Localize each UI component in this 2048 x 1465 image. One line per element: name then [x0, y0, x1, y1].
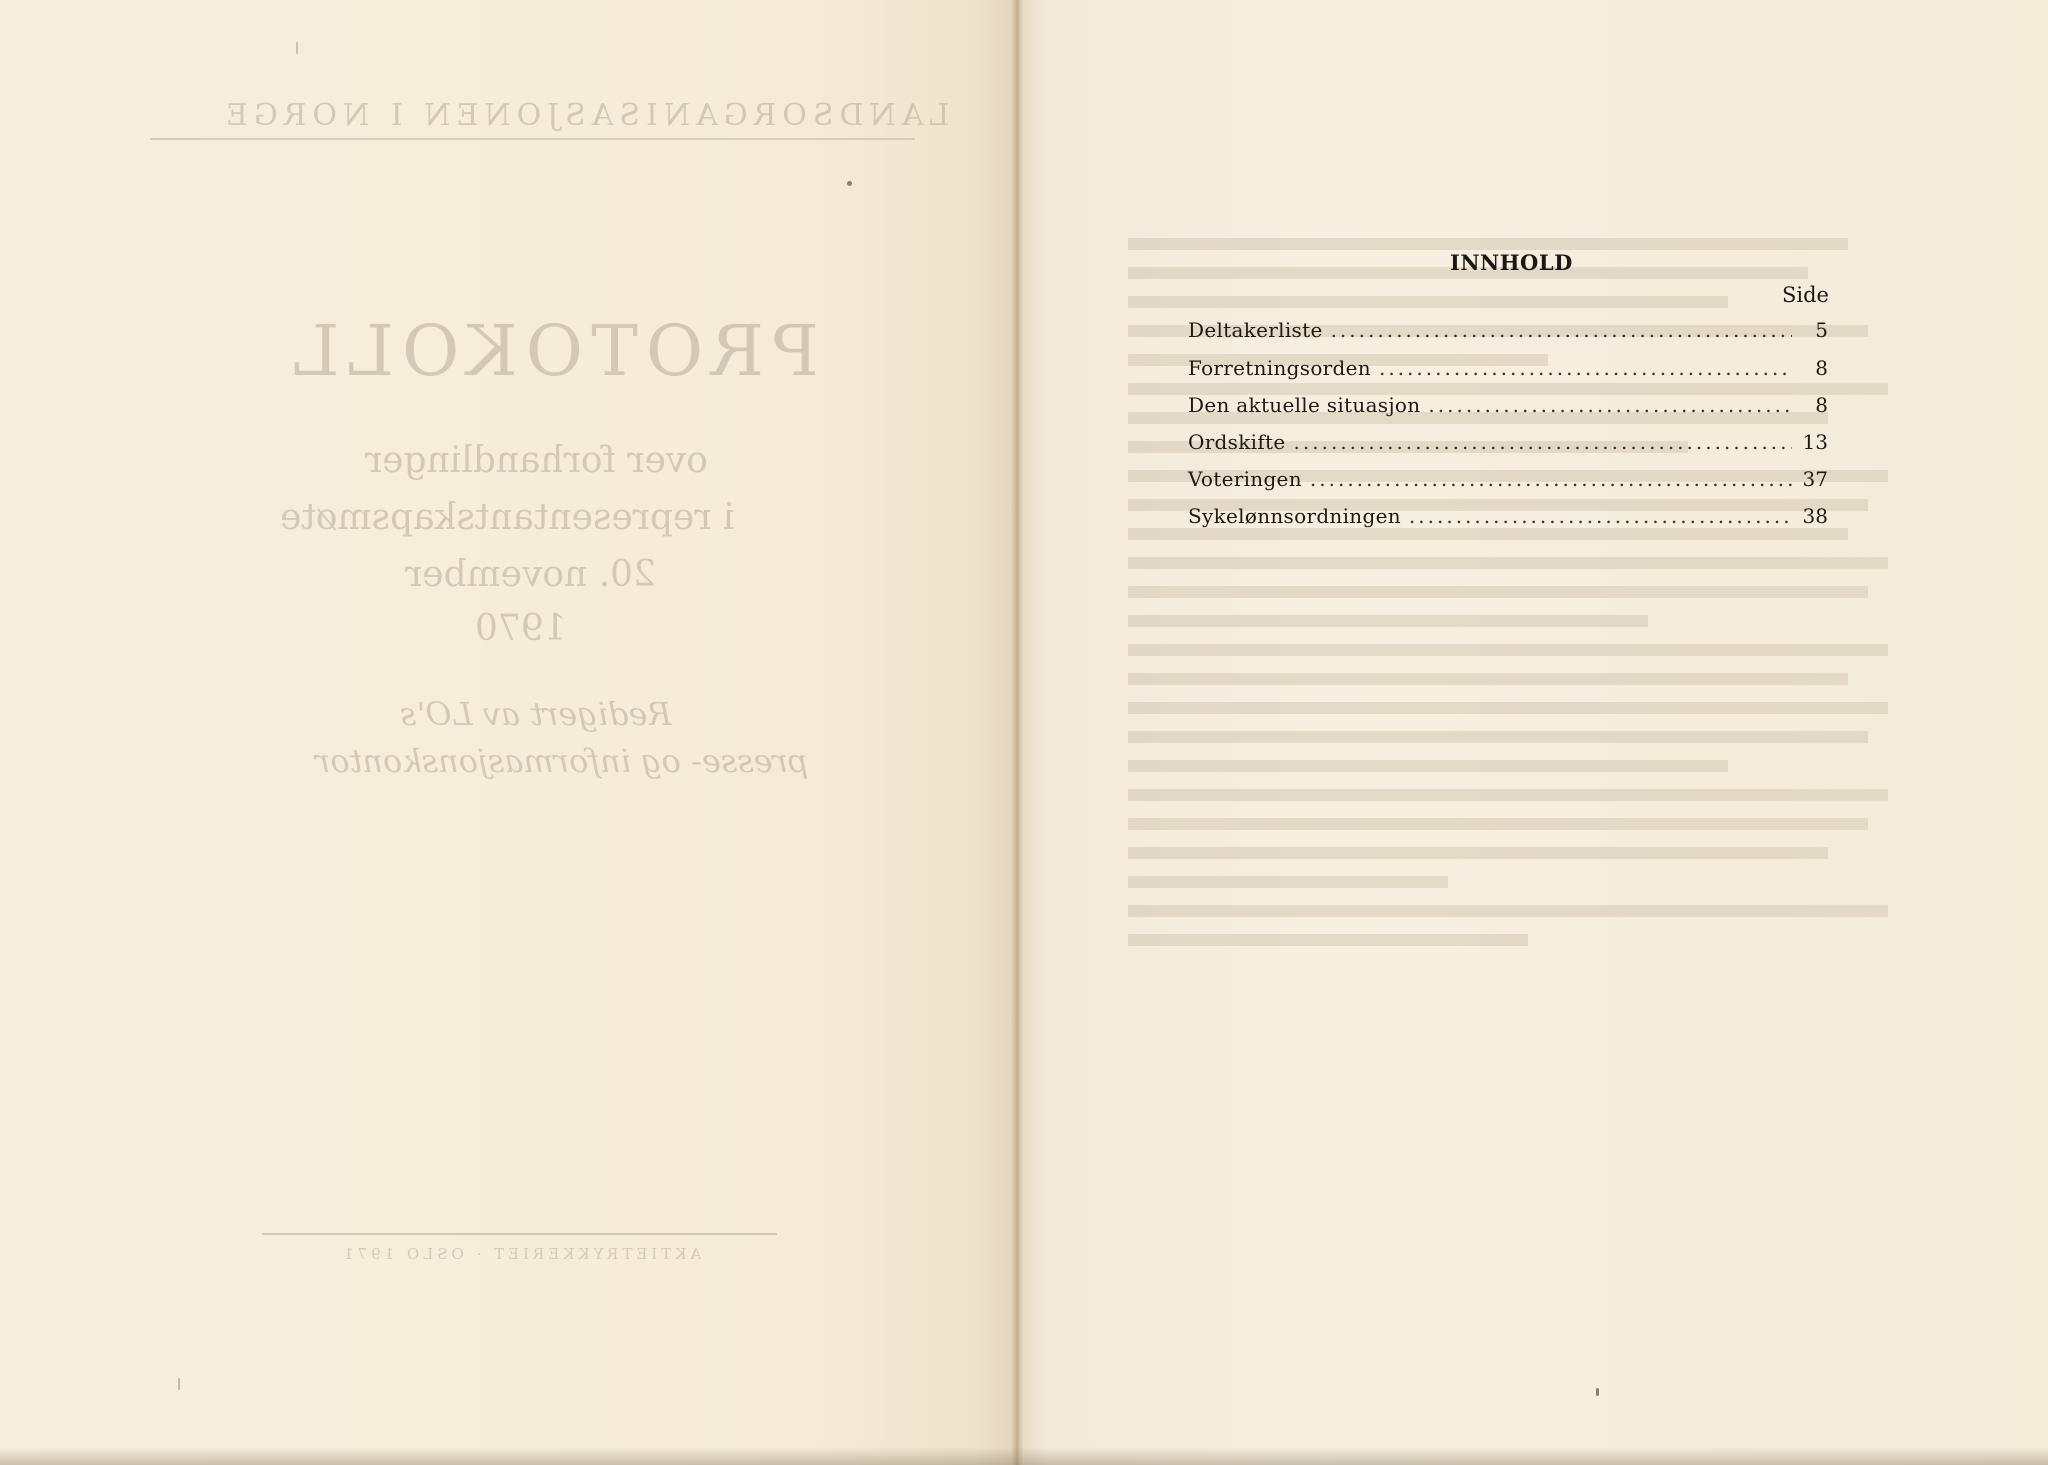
toc-leader-dots [1379, 356, 1792, 380]
toc-entry-page: 37 [1802, 467, 1828, 491]
show-through-footer: AKTIETRYKKERIET · OSLO 1971 [340, 1245, 702, 1263]
paper-speck [847, 181, 852, 186]
toc-page-column-label: Side [1782, 283, 1829, 307]
toc-leader-dots [1310, 467, 1792, 491]
toc-entry-page: 8 [1815, 393, 1828, 417]
toc-leader-dots [1409, 504, 1792, 528]
toc-entry [1188, 393, 1828, 423]
toc-entry [1188, 504, 1828, 534]
show-through-line: presse- og informasjonskontor [315, 742, 809, 780]
show-through-line: over forhandlinger [365, 440, 708, 481]
toc-leader-dots [1294, 430, 1792, 454]
toc-entry [1188, 356, 1828, 386]
toc-entry-page: 8 [1815, 356, 1828, 380]
paper-speck [1596, 1388, 1599, 1396]
page-bottom-edge [0, 1447, 2048, 1465]
show-through-header: LANDSORGANISASJONEN I NORGE [220, 98, 950, 133]
show-through-title: PROTOKOLL [285, 310, 820, 392]
paper-speck [296, 42, 298, 54]
toc-entry-page: 5 [1815, 318, 1828, 342]
show-through-bottom-rule [262, 1233, 777, 1235]
toc-leader-dots [1428, 393, 1792, 417]
toc-entry-title: Den aktuelle situasjon [1188, 393, 1421, 417]
toc-heading: INNHOLD [1450, 250, 1573, 275]
toc-leader-dots [1331, 318, 1792, 342]
show-through-top-rule [150, 138, 915, 140]
toc-entry-title: Deltakerliste [1188, 318, 1323, 342]
show-through-line: i representantskapsmøte [280, 497, 735, 538]
paper-speck [178, 1378, 180, 1390]
book-gutter [1010, 0, 1024, 1465]
toc-entry-title: Forretningsorden [1188, 356, 1371, 380]
toc-entry-title: Voteringen [1188, 467, 1302, 491]
left-page [0, 0, 1016, 1465]
toc-entry-title: Ordskifte [1188, 430, 1286, 454]
toc-entry [1188, 430, 1828, 460]
toc-entry-page: 13 [1802, 430, 1828, 454]
show-through-line: Redigert av LO's [400, 695, 672, 733]
show-through-line: 1970 [475, 608, 567, 649]
show-through-line: 20. november [405, 554, 656, 595]
toc-entry-title: Sykelønnsordningen [1188, 504, 1401, 528]
toc-entry-page: 38 [1802, 504, 1828, 528]
toc-entry [1188, 467, 1828, 497]
toc-entry [1188, 318, 1828, 348]
